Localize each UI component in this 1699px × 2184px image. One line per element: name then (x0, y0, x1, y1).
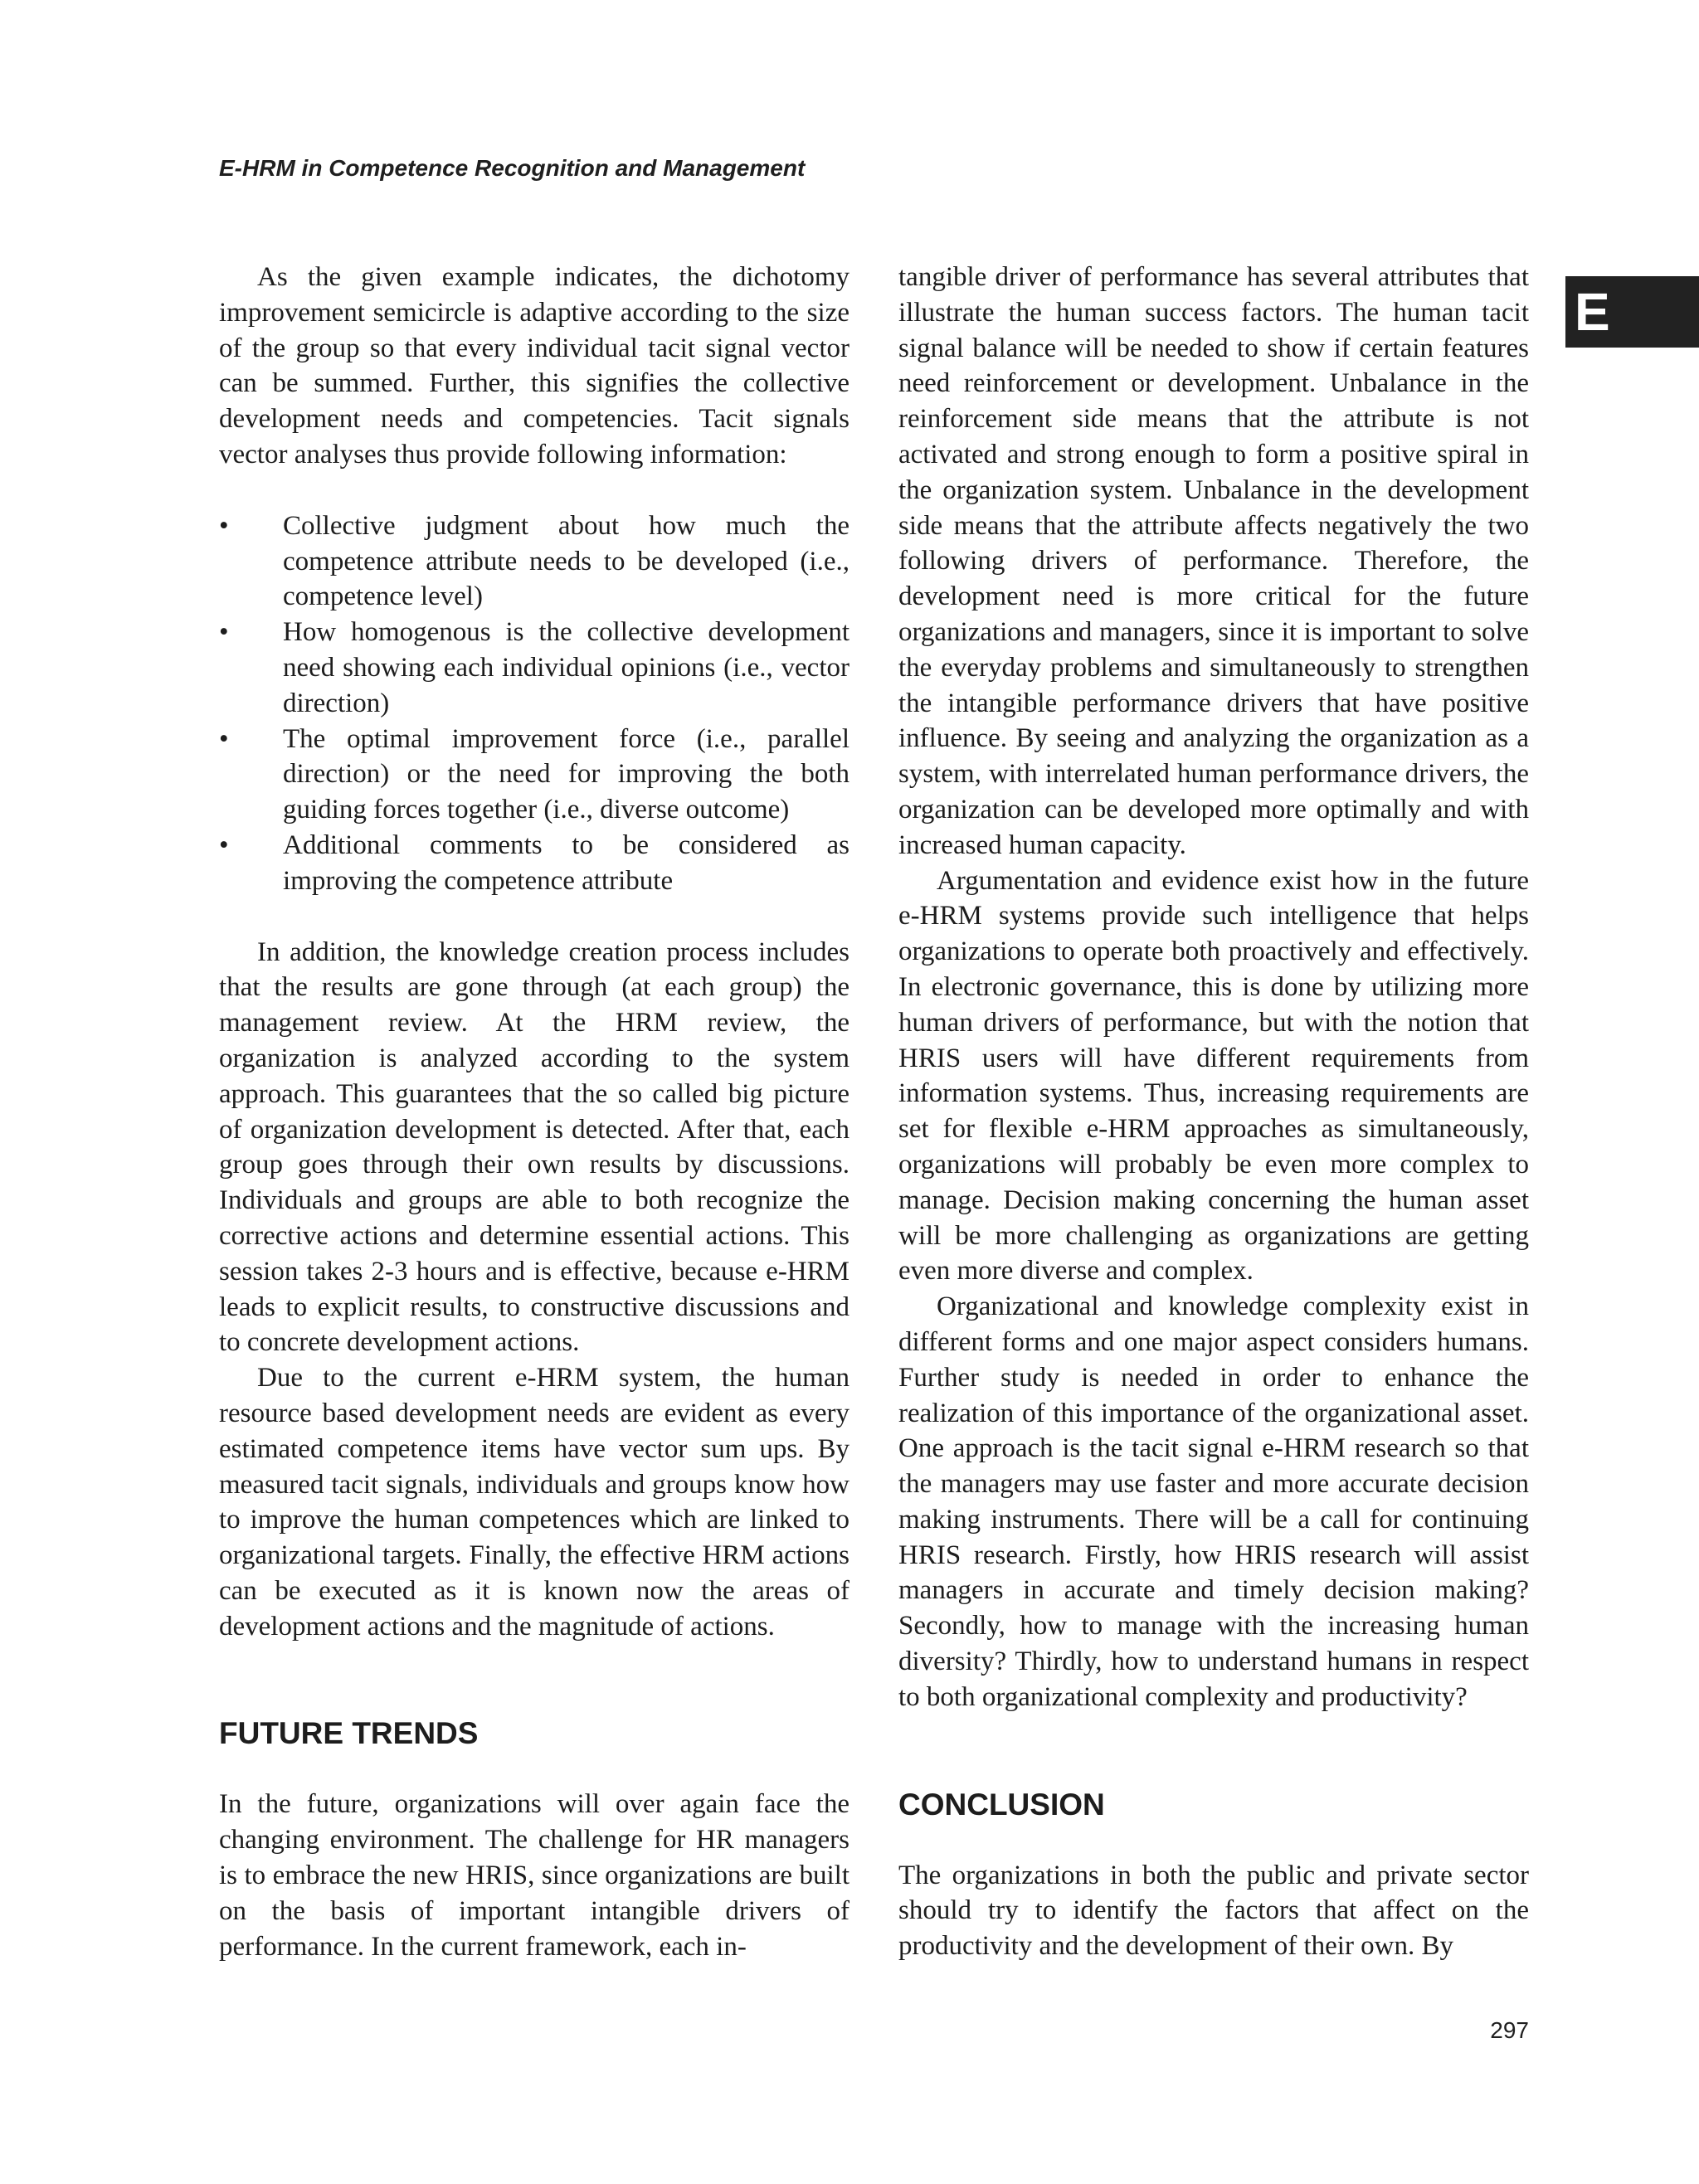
heading-future-trends: FUTURE TRENDS (219, 1716, 479, 1751)
page-number: 297 (1490, 2017, 1529, 2043)
section-letter-tab: E (1565, 276, 1699, 348)
bullet-icon: • (219, 617, 229, 648)
bullet-icon: • (219, 723, 229, 754)
bullet-item (219, 722, 850, 828)
running-header: E-HRM in Competence Recognition and Management (219, 155, 806, 181)
right-column (898, 260, 1529, 1964)
paragraph-future: In the future, organizations will over again face the changing environment. The challenge for HR managers is to embrace the new HRIS, since organizations are built on the basis of important intangible drivers of performance. In the current framework, each in- (219, 1789, 850, 1962)
heading-conclusion: CONCLUSION (898, 1787, 1105, 1822)
paragraph-knowledge-creation: In addition, the knowledge creation process includes that the results are gone through (at each group) the management review. At the HRM review, the organization is analyzed according to the system approach. This guarantees that the so called big picture of organization development is detected. After that, each group goes through their own results by discussions. Individuals and groups are able to both recognize the corrective actions and determine essential actions. This session takes 2-3 hours and is effective, because e-HRM leads to explicit results, to constructive discussions and to concrete development actions. (219, 936, 850, 1358)
bullet-list (219, 508, 850, 899)
bullet-text: The optimal improvement force (i.e., parallel direction) or the need for improving the both guiding forces together (i.e., diverse outcome) (283, 723, 850, 825)
bullet-text: How homogenous is the collective development need showing each individual opinions (i.e., vector direction) (283, 617, 850, 718)
paragraph-complexity: Organizational and knowledge complexity exist in different forms and one major aspect considers humans. Further study is needed in order to enhance the realization of this importance of the organizational asset. One approach is the tacit signal e-HRM research so that the managers may use faster and more accurate decision making instruments. There will be a call for continuing HRIS research. Firstly, how HRIS research will assist managers in accurate and timely decision making? Secondly, how to manage with the increasing human diversity? Thirdly, how to understand humans in respect to both organizational complexity and productivity? (898, 1291, 1529, 1712)
paragraph-drivers: tangible driver of performance has several attributes that illustrate the human success factors. The human tacit signal balance will be needed to show if certain features need reinforcement or development. Unbalance in the reinforcement side means that the attribute is not activated and strong enough to form a positive spiral in the organization system. Unbalance in the development side means that the attribute affects negatively the two following drivers of performance. Therefore, the development need is more critical for the future organizations and managers, since it is important to solve the everyday problems and simultaneously to strengthen the intangible performance drivers that have positive influence. By seeing and analyzing the organization as a system, with interrelated human performance drivers, the organization can be developed more optimally and with increased human capacity. (898, 262, 1529, 860)
bullet-text: Collective judgment about how much the competence attribute needs to be developed (i.e., competence level) (283, 510, 850, 612)
left-column (219, 260, 850, 1964)
bullet-icon: • (219, 829, 229, 860)
bullet-text: Additional comments to be considered as improving the competence attribute (283, 829, 850, 896)
paragraph-conclusion: The organizations in both the public and private sector should try to identify the factors that affect on the productivity and the development of their own. By (898, 1860, 1529, 1962)
bullet-icon: • (219, 510, 229, 541)
paragraph-argumentation: Argumentation and evidence exist how in the future e-HRM systems provide such intelligence that helps organizations to operate both proactively and effectively. In electronic governance, this is done by utilizing more human drivers of performance, but with the notion that HRIS users will have different requirements from information systems. Thus, increasing requirements are set for flexible e-HRM approaches as simultaneously, organizations will probably be even more complex to manage. Decision making concerning the human asset will be more challenging as organizations are getting even more diverse and complex. (898, 865, 1529, 1287)
bullet-item (219, 828, 850, 899)
bullet-item (219, 508, 850, 615)
bullet-item (219, 615, 850, 721)
paragraph-intro: As the given example indicates, the dichotomy improvement semicircle is adaptive according to the size of the group so that every individual tacit signal vector can be summed. Further, this signifies the collective development needs and competencies. Tacit signals vector analyses thus provide following information: (219, 262, 850, 469)
paragraph-current-ehrm: Due to the current e-HRM system, the human resource based development needs are evident as every estimated competence items have vector sum ups. By measured tacit signals, individuals and groups know how to improve the human competences which are linked to organizational targets. Finally, the effective HRM actions can be executed as it is known now the areas of development actions and the magnitude of actions. (219, 1363, 850, 1642)
